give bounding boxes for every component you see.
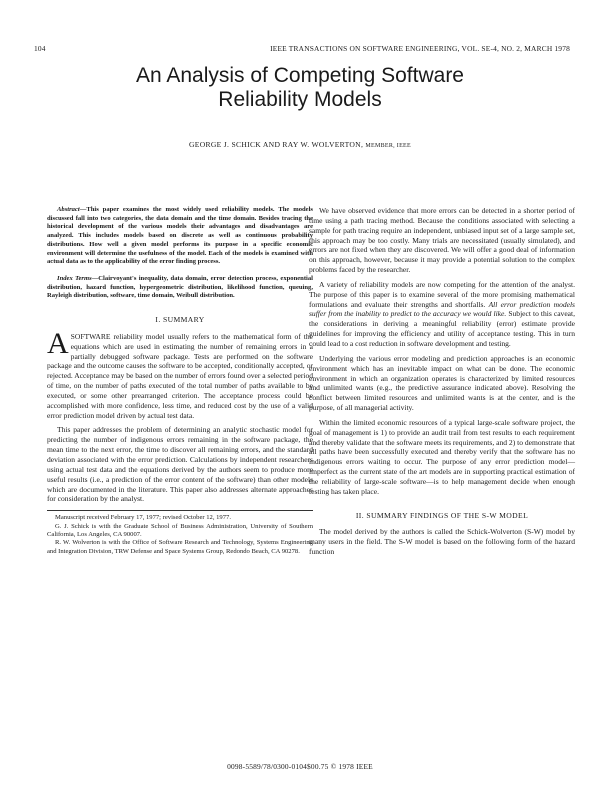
paper-title	[0, 64, 600, 112]
index-terms	[47, 275, 313, 301]
body-paragraph-2-end: Subject to this caveat, the considerations in deriving a meaningful reliability (error) estimate provide guidelines for improving the efficiency and utility of acceptance testing. This in turn could lead to a cost reduction in software development and testing.	[309, 309, 576, 348]
body-paragraph-4: Within the limited economic resources of a typical large-scale software project, the goal of management is 1) to provide an audit trail from test results to each requirement and thereby validate that the software meets its requirements, and 2) to demonstrate that all paths have been successfully executed and thereby verify that the software has no indigenous errors waiting to occur. The purpose of any error prediction model—imperfect as the current state of the art models are in supporting practical estimation of the reliability of large-scale software—is to help management decide when enough testing has taken place.	[309, 417, 575, 496]
journal-header: IEEE TRANSACTIONS ON SOFTWARE ENGINEERING, VOL. SE-4, NO. 2, MARCH 1978	[270, 44, 570, 53]
body-paragraph-2-start: A variety of reliability models are now competing for the attention of the analyst. The purpose of this paper is to examine several of the more promising mathematical formulations and evaluate their strengths and shortfalls.	[309, 279, 575, 309]
copyright-line: 0098-5589/78/0300-0104$00.75 © 1978 IEEE	[227, 762, 373, 771]
title-line-2: Reliability Models	[218, 88, 382, 111]
index-terms-lead: Index Terms—	[57, 274, 99, 282]
footnotes	[47, 510, 313, 556]
body-paragraph-2-emphasis: All error prediction models suffer from the inability to predict to the accuracy we would like.	[309, 299, 575, 319]
body-paragraph-2	[309, 280, 575, 349]
abstract	[47, 206, 313, 267]
page-number: 104	[34, 44, 46, 53]
section-heading-summary: I. SUMMARY	[155, 315, 205, 325]
index-terms-text: Clairvoyant's inequality, data domain, error detection process, exponential distribution, hazard function, hypergeometric distribution, likelihood function, queuing, Rayleigh distribution, software, time domain, Weibull distribution.	[47, 274, 313, 300]
body-paragraph-1: We have observed evidence that more errors can be detected in a shorter period of time using a path tracing method. Because the conditions associated with selecting a sample for path tracing require an independent, unbiased input set of a large sample set, this approach may be too costly. Many trials are necessitated (usually simulated), and errors are not fixed when they are discovered. We will offer a good deal of information on this approach, however, because it may provide a potential solution to the complex problems faced by the researcher.	[309, 206, 575, 275]
footnote-schick: G. J. Schick is with the Graduate School of Business Administration, University of Southern California, Los Angeles, CA 90007.	[47, 522, 313, 539]
footnote-wolverton: R. W. Wolverton is with the Office of Software Research and Technology, Systems Engineering and Integration Division, TRW Defense and Space Systems Group, Redondo Beach, CA 90278.	[47, 539, 313, 555]
author-membership: MEMBER, IEEE	[365, 143, 411, 149]
right-column	[309, 206, 575, 562]
drop-cap: A	[47, 326, 69, 360]
abstract-lead: Abstract—	[57, 206, 87, 213]
summary-paragraph-2: This paper addresses the problem of determining an analytic stochastic model for predicting the number of indigenous errors remaining in the software package, the mean time to the next error, the time to discover all remaining errors, and the standard deviation associated with the error prediction. Calculations by independent researchers using actual test data and the equations derived by the authors seem to produce more useful results (i.e., a prediction of the error content of the software) than other models which are documented in the literature. This paper also addresses alternate approaches for consideration by the analyst.	[47, 425, 313, 504]
summary-paragraph-1	[47, 326, 313, 421]
footnote-received: Manuscript received February 17, 1977; revised October 12, 1977.	[55, 514, 231, 522]
section-heading-sw-model: II. SUMMARY FINDINGS OF THE S-W MODEL	[355, 510, 529, 520]
summary-paragraph-1-text: SOFTWARE reliability model usually refers to the mathematical form of the equations which are used in estimating the number of remaining errors in a partially debugged software package. Tests are performed on the software package and the outcome causes the software to be accepted, conditionally accepted, or rejected. Acceptance may be based on the number of errors found over a selected period of time, on the number of paths executed of the total number of paths available to be executed, or some other prearranged criterion. The acceptance process could be accomplished with more confidence, less time, and reduced cost by the use of a valid error prediction model driven by actual test data.	[47, 331, 313, 420]
abstract-text: This paper examines the most widely used reliability models. The models discussed fall into two categories, the data domain and the time domain. Besides tracing the historical development of the various models their advantages and disadvantages are analyzed. This includes models based on discrete as well as continuous probability distributions. How well a given model performs its purpose in a specific economic environment will determine the usefulness of the model. Each of the models is examined with actual data as to the applicability of the error finding process.	[47, 206, 313, 266]
body-paragraph-5: The model derived by the authors is called the Schick-Wolverton (S-W) model by many users in the field. The S-W model is based on the following form of the hazard function	[309, 527, 575, 557]
body-paragraph-3: Underlying the various error modeling and prediction approaches is an economic environment which has an inevitable impact on what can be done. The economic environment in which an organization operates is characterized by limited resources and unlimited wants (e.g., the predictive assurance indicated above). Resolving the conflict between limited resources and unlimited wants is at the center, and is the purpose, of all managerial activity.	[309, 353, 575, 413]
left-column	[47, 206, 313, 556]
title-line-1: An Analysis of Competing Software	[135, 64, 464, 87]
author-names: GEORGE J. SCHICK AND RAY W. WOLVERTON,	[189, 140, 364, 149]
author-line	[0, 140, 600, 149]
